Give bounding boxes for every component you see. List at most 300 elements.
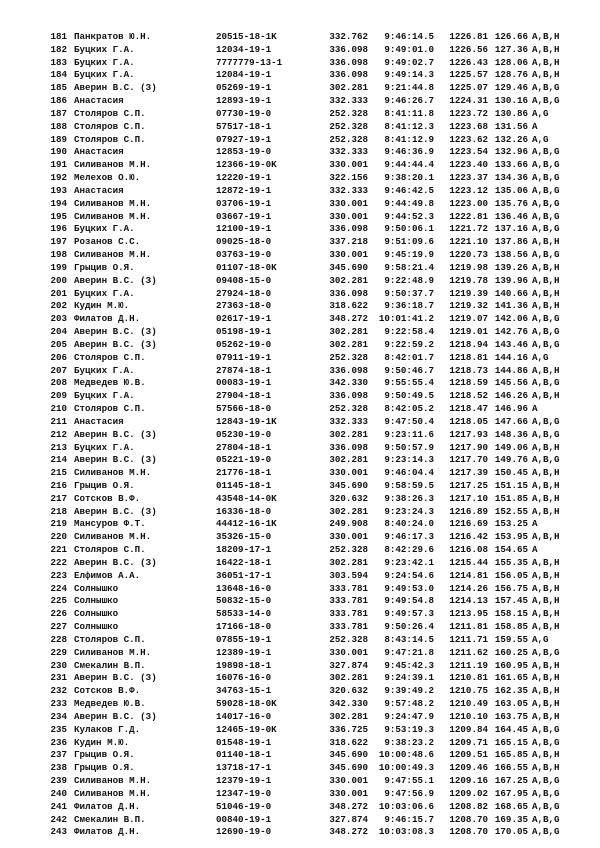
ring-id-cell: 14017-16-0 <box>216 710 272 722</box>
place-cell: 240 <box>50 787 67 799</box>
name-cell: Анастасия <box>74 184 124 196</box>
place-cell: 234 <box>50 710 67 722</box>
groups-cell: A,B,G <box>532 428 560 440</box>
points-cell: 162.35 <box>494 685 528 697</box>
points-cell: 139.96 <box>494 274 528 286</box>
place-cell: 203 <box>50 313 67 325</box>
place-cell: 204 <box>50 326 67 338</box>
speed-cell: 1218.47 <box>449 403 488 415</box>
table-row <box>50 288 580 301</box>
speed-cell: 1223.37 <box>449 172 488 184</box>
arrival-time-cell: 9:46:26.7 <box>384 95 434 107</box>
arrival-time-cell: 10:00:48.6 <box>378 749 434 761</box>
table-row <box>50 416 580 429</box>
points-cell: 144.86 <box>494 364 528 376</box>
arrival-time-cell: 9:38:20.1 <box>384 172 434 184</box>
points-cell: 146.96 <box>494 403 528 415</box>
table-row <box>50 608 580 621</box>
distance-cell: 332.333 <box>329 95 368 107</box>
table-row <box>50 454 580 467</box>
distance-cell: 252.328 <box>329 403 368 415</box>
points-cell: 160.95 <box>494 659 528 671</box>
arrival-time-cell: 9:36:18.7 <box>384 300 434 312</box>
speed-cell: 1218.05 <box>449 415 488 427</box>
speed-cell: 1216.08 <box>449 544 488 556</box>
points-cell: 126.66 <box>494 31 528 42</box>
name-cell: Грыцив О.Я. <box>74 762 135 774</box>
distance-cell: 337.218 <box>329 236 368 248</box>
points-cell: 128.76 <box>494 69 528 81</box>
groups-cell: A,B,H <box>532 672 560 684</box>
speed-cell: 1211.81 <box>449 621 488 633</box>
points-cell: 149.76 <box>494 454 528 466</box>
distance-cell: 336.098 <box>329 223 368 235</box>
speed-cell: 1218.73 <box>449 364 488 376</box>
table-row <box>50 390 580 403</box>
place-cell: 226 <box>50 608 67 620</box>
table-row <box>50 57 580 70</box>
distance-cell: 330.001 <box>329 467 368 479</box>
speed-cell: 1217.93 <box>449 428 488 440</box>
points-cell: 157.45 <box>494 595 528 607</box>
ring-id-cell: 01548-19-1 <box>216 736 272 748</box>
place-cell: 210 <box>50 403 67 415</box>
ring-id-cell: 07927-19-1 <box>216 133 272 145</box>
ring-id-cell: 03706-19-1 <box>216 197 272 209</box>
arrival-time-cell: 9:49:54.8 <box>384 595 434 607</box>
distance-cell: 249.908 <box>329 518 368 530</box>
points-cell: 163.05 <box>494 698 528 710</box>
distance-cell: 348.272 <box>329 313 368 325</box>
place-cell: 233 <box>50 698 67 710</box>
table-row <box>50 737 580 750</box>
ring-id-cell: 43548-14-0K <box>216 492 277 504</box>
groups-cell: A,B,H <box>532 274 560 286</box>
speed-cell: 1215.44 <box>449 556 488 568</box>
ring-id-cell: 12389-19-1 <box>216 646 272 658</box>
ring-id-cell: 12379-19-1 <box>216 775 272 787</box>
table-row <box>50 685 580 698</box>
place-cell: 231 <box>50 672 67 684</box>
points-cell: 165.85 <box>494 749 528 761</box>
table-row <box>50 429 580 442</box>
points-cell: 143.46 <box>494 338 528 350</box>
groups-cell: A,B,G <box>532 454 560 466</box>
points-cell: 148.36 <box>494 428 528 440</box>
name-cell: Аверин В.С. (З) <box>74 338 157 350</box>
arrival-time-cell: 10:03:08.3 <box>378 826 434 838</box>
points-cell: 170.05 <box>494 826 528 838</box>
groups-cell: A,G <box>532 351 549 363</box>
speed-cell: 1223.72 <box>449 107 488 119</box>
table-row <box>50 442 580 455</box>
place-cell: 211 <box>50 415 67 427</box>
speed-cell: 1217.10 <box>449 492 488 504</box>
name-cell: Аверин В.С. (З) <box>74 428 157 440</box>
name-cell: Грыцив О.Я. <box>74 749 135 761</box>
place-cell: 208 <box>50 377 67 389</box>
points-cell: 164.45 <box>494 723 528 735</box>
distance-cell: 345.690 <box>329 749 368 761</box>
speed-cell: 1211.71 <box>449 633 488 645</box>
arrival-time-cell: 9:53:19.3 <box>384 723 434 735</box>
place-cell: 189 <box>50 133 67 145</box>
arrival-time-cell: 9:46:17.3 <box>384 531 434 543</box>
distance-cell: 302.281 <box>329 428 368 440</box>
place-cell: 193 <box>50 184 67 196</box>
groups-cell: A,B,G <box>532 197 560 209</box>
table-row <box>50 249 580 262</box>
place-cell: 220 <box>50 531 67 543</box>
distance-cell: 252.328 <box>329 351 368 363</box>
ring-id-cell: 19898-18-1 <box>216 659 272 671</box>
speed-cell: 1209.71 <box>449 736 488 748</box>
table-row <box>50 518 580 531</box>
distance-cell: 336.098 <box>329 364 368 376</box>
groups-cell: A,B,H <box>532 710 560 722</box>
arrival-time-cell: 10:03:06.6 <box>378 800 434 812</box>
arrival-time-cell: 9:44:49.8 <box>384 197 434 209</box>
name-cell: Аверин В.С. (З) <box>74 672 157 684</box>
table-row <box>50 262 580 275</box>
place-cell: 187 <box>50 107 67 119</box>
groups-cell: A,B,H <box>532 467 560 479</box>
groups-cell: A,B,H <box>532 608 560 620</box>
speed-cell: 1224.31 <box>449 95 488 107</box>
ring-id-cell: 44412-16-1K <box>216 518 277 530</box>
speed-cell: 1223.12 <box>449 184 488 196</box>
table-row <box>50 31 580 44</box>
distance-cell: 342.330 <box>329 377 368 389</box>
place-cell: 224 <box>50 582 67 594</box>
table-row <box>50 801 580 814</box>
speed-cell: 1221.72 <box>449 223 488 235</box>
groups-cell: A,B,H <box>532 762 560 774</box>
place-cell: 228 <box>50 633 67 645</box>
points-cell: 165.15 <box>494 736 528 748</box>
name-cell: Солнышко <box>74 608 119 620</box>
groups-cell: A,B,H <box>532 43 560 55</box>
groups-cell: A,B,H <box>532 56 560 68</box>
groups-cell: A,B,G <box>532 95 560 107</box>
table-row <box>50 352 580 365</box>
groups-cell: A <box>532 403 538 415</box>
place-cell: 206 <box>50 351 67 363</box>
name-cell: Буцких Г.А. <box>74 441 135 453</box>
ring-id-cell: 7777779-13-1 <box>216 56 283 68</box>
speed-cell: 1209.51 <box>449 749 488 761</box>
table-row <box>50 365 580 378</box>
distance-cell: 302.281 <box>329 326 368 338</box>
distance-cell: 318.622 <box>329 300 368 312</box>
place-cell: 212 <box>50 428 67 440</box>
table-row <box>50 236 580 249</box>
arrival-time-cell: 9:47:21.8 <box>384 646 434 658</box>
arrival-time-cell: 9:50:46.7 <box>384 364 434 376</box>
speed-cell: 1214.26 <box>449 582 488 594</box>
name-cell: Солнышко <box>74 595 119 607</box>
ring-id-cell: 27874-18-1 <box>216 364 272 376</box>
arrival-time-cell: 9:21:44.8 <box>384 82 434 94</box>
arrival-time-cell: 9:50:26.4 <box>384 621 434 633</box>
groups-cell: A,B,G <box>532 159 560 171</box>
ring-id-cell: 21776-18-1 <box>216 467 272 479</box>
arrival-time-cell: 9:58:59.5 <box>384 479 434 491</box>
name-cell: Аверин В.С. (З) <box>74 556 157 568</box>
name-cell: Силиванов М.Н. <box>74 531 152 543</box>
groups-cell: A,B,H <box>532 492 560 504</box>
name-cell: Солнышко <box>74 582 119 594</box>
speed-cell: 1210.75 <box>449 685 488 697</box>
distance-cell: 345.690 <box>329 762 368 774</box>
distance-cell: 333.781 <box>329 595 368 607</box>
name-cell: Смекалин В.П. <box>74 813 146 825</box>
ring-id-cell: 05262-19-0 <box>216 338 272 350</box>
ring-id-cell: 17166-18-0 <box>216 621 272 633</box>
distance-cell: 330.001 <box>329 646 368 658</box>
points-cell: 131.56 <box>494 120 528 132</box>
place-cell: 222 <box>50 556 67 568</box>
arrival-time-cell: 9:45:19.9 <box>384 249 434 261</box>
groups-cell: A,B,H <box>532 31 560 42</box>
arrival-time-cell: 8:41:11.8 <box>384 107 434 119</box>
speed-cell: 1213.95 <box>449 608 488 620</box>
name-cell: Сотсков В.Ф. <box>74 685 141 697</box>
name-cell: Анастасия <box>74 146 124 158</box>
arrival-time-cell: 8:42:29.6 <box>384 544 434 556</box>
points-cell: 137.86 <box>494 236 528 248</box>
place-cell: 181 <box>50 31 67 42</box>
place-cell: 243 <box>50 826 67 838</box>
place-cell: 214 <box>50 454 67 466</box>
name-cell: Аверин В.С. (З) <box>74 454 157 466</box>
points-cell: 159.55 <box>494 633 528 645</box>
arrival-time-cell: 9:23:11.6 <box>384 428 434 440</box>
table-row <box>50 826 580 839</box>
ring-id-cell: 12084-19-1 <box>216 69 272 81</box>
ring-id-cell: 58533-14-0 <box>216 608 272 620</box>
arrival-time-cell: 10:00:49.3 <box>378 762 434 774</box>
name-cell: Филатов Д.Н. <box>74 826 141 838</box>
speed-cell: 1210.10 <box>449 710 488 722</box>
points-cell: 132.96 <box>494 146 528 158</box>
distance-cell: 318.622 <box>329 736 368 748</box>
table-row <box>50 698 580 711</box>
name-cell: Панкратов Ю.Н. <box>74 31 152 42</box>
distance-cell: 333.781 <box>329 621 368 633</box>
arrival-time-cell: 9:46:15.7 <box>384 813 434 825</box>
distance-cell: 336.098 <box>329 69 368 81</box>
distance-cell: 336.098 <box>329 441 368 453</box>
groups-cell: A,B,G <box>532 800 560 812</box>
points-cell: 133.66 <box>494 159 528 171</box>
ring-id-cell: 16076-16-0 <box>216 672 272 684</box>
place-cell: 227 <box>50 621 67 633</box>
table-row <box>50 69 580 82</box>
ring-id-cell: 51046-19-0 <box>216 800 272 812</box>
ring-id-cell: 01107-18-0K <box>216 261 277 273</box>
table-row <box>50 531 580 544</box>
groups-cell: A,B,H <box>532 531 560 543</box>
distance-cell: 348.272 <box>329 800 368 812</box>
ring-id-cell: 12872-19-1 <box>216 184 272 196</box>
ring-id-cell: 13718-17-1 <box>216 762 272 774</box>
place-cell: 215 <box>50 467 67 479</box>
place-cell: 235 <box>50 723 67 735</box>
place-cell: 218 <box>50 505 67 517</box>
groups-cell: A,B,H <box>532 441 560 453</box>
distance-cell: 333.781 <box>329 582 368 594</box>
distance-cell: 252.328 <box>329 633 368 645</box>
speed-cell: 1211.62 <box>449 646 488 658</box>
distance-cell: 302.281 <box>329 338 368 350</box>
distance-cell: 327.874 <box>329 813 368 825</box>
ring-id-cell: 01145-18-1 <box>216 479 272 491</box>
groups-cell: A,B,H <box>532 569 560 581</box>
ring-id-cell: 03763-19-0 <box>216 249 272 261</box>
name-cell: Сотсков В.Ф. <box>74 492 141 504</box>
groups-cell: A,B,G <box>532 813 560 825</box>
table-row <box>50 300 580 313</box>
place-cell: 207 <box>50 364 67 376</box>
ring-id-cell: 12100-19-1 <box>216 223 272 235</box>
speed-cell: 1223.68 <box>449 120 488 132</box>
arrival-time-cell: 9:39:49.2 <box>384 685 434 697</box>
points-cell: 140.66 <box>494 287 528 299</box>
groups-cell: A,B,H <box>532 479 560 491</box>
table-row <box>50 762 580 775</box>
arrival-time-cell: 9:50:57.9 <box>384 441 434 453</box>
speed-cell: 1226.43 <box>449 56 488 68</box>
speed-cell: 1214.81 <box>449 569 488 581</box>
points-cell: 155.35 <box>494 556 528 568</box>
speed-cell: 1208.82 <box>449 800 488 812</box>
speed-cell: 1222.81 <box>449 210 488 222</box>
speed-cell: 1226.56 <box>449 43 488 55</box>
groups-cell: A <box>532 120 538 132</box>
arrival-time-cell: 9:22:48.9 <box>384 274 434 286</box>
table-row <box>50 172 580 185</box>
table-row <box>50 724 580 737</box>
distance-cell: 330.001 <box>329 775 368 787</box>
table-row <box>50 634 580 647</box>
arrival-time-cell: 9:45:42.3 <box>384 659 434 671</box>
ring-id-cell: 12366-19-0K <box>216 159 277 171</box>
distance-cell: 332.333 <box>329 184 368 196</box>
ring-id-cell: 16422-18-1 <box>216 556 272 568</box>
groups-cell: A,B,H <box>532 621 560 633</box>
place-cell: 186 <box>50 95 67 107</box>
ring-id-cell: 00840-19-1 <box>216 813 272 825</box>
groups-cell: A,B,G <box>532 736 560 748</box>
speed-cell: 1225.57 <box>449 69 488 81</box>
name-cell: Кулаков Г.Д. <box>74 723 141 735</box>
arrival-time-cell: 9:46:36.9 <box>384 146 434 158</box>
distance-cell: 302.281 <box>329 672 368 684</box>
place-cell: 242 <box>50 813 67 825</box>
distance-cell: 302.281 <box>329 505 368 517</box>
speed-cell: 1226.81 <box>449 31 488 42</box>
distance-cell: 348.272 <box>329 826 368 838</box>
distance-cell: 303.594 <box>329 569 368 581</box>
distance-cell: 252.328 <box>329 544 368 556</box>
speed-cell: 1218.81 <box>449 351 488 363</box>
groups-cell: A,B,G <box>532 172 560 184</box>
place-cell: 223 <box>50 569 67 581</box>
arrival-time-cell: 9:49:57.3 <box>384 608 434 620</box>
ring-id-cell: 12347-19-0 <box>216 787 272 799</box>
table-row <box>50 788 580 801</box>
arrival-time-cell: 9:23:14.3 <box>384 454 434 466</box>
place-cell: 196 <box>50 223 67 235</box>
place-cell: 188 <box>50 120 67 132</box>
arrival-time-cell: 10:01:41.2 <box>378 313 434 325</box>
name-cell: Мелехов О.Ю. <box>74 172 141 184</box>
points-cell: 153.95 <box>494 531 528 543</box>
place-cell: 239 <box>50 775 67 787</box>
points-cell: 145.56 <box>494 377 528 389</box>
groups-cell: A,B,H <box>532 236 560 248</box>
table-row <box>50 595 580 608</box>
ring-id-cell: 59028-18-0K <box>216 698 277 710</box>
groups-cell: A,B,G <box>532 775 560 787</box>
groups-cell: A,B,H <box>532 300 560 312</box>
speed-cell: 1223.40 <box>449 159 488 171</box>
place-cell: 190 <box>50 146 67 158</box>
name-cell: Столяров С.П. <box>74 403 146 415</box>
place-cell: 198 <box>50 249 67 261</box>
name-cell: Буцких Г.А. <box>74 43 135 55</box>
speed-cell: 1210.49 <box>449 698 488 710</box>
place-cell: 219 <box>50 518 67 530</box>
groups-cell: A,B,H <box>532 287 560 299</box>
groups-cell: A,B,G <box>532 249 560 261</box>
groups-cell: A <box>532 518 538 530</box>
table-row <box>50 108 580 121</box>
name-cell: Буцких Г.А. <box>74 390 135 402</box>
arrival-time-cell: 9:38:26.3 <box>384 492 434 504</box>
arrival-time-cell: 9:22:59.2 <box>384 338 434 350</box>
groups-cell: A,B,G <box>532 415 560 427</box>
distance-cell: 332.762 <box>329 31 368 42</box>
points-cell: 139.26 <box>494 261 528 273</box>
speed-cell: 1216.69 <box>449 518 488 530</box>
arrival-time-cell: 9:38:23.2 <box>384 736 434 748</box>
name-cell: Медведев Ю.В. <box>74 377 146 389</box>
name-cell: Буцких Г.А. <box>74 69 135 81</box>
arrival-time-cell: 9:23:42.1 <box>384 556 434 568</box>
ring-id-cell: 50832-15-0 <box>216 595 272 607</box>
name-cell: Розанов С.С. <box>74 236 141 248</box>
name-cell: Буцких Г.А. <box>74 364 135 376</box>
groups-cell: A,G <box>532 633 549 645</box>
table-row <box>50 198 580 211</box>
distance-cell: 302.281 <box>329 274 368 286</box>
points-cell: 151.85 <box>494 492 528 504</box>
place-cell: 225 <box>50 595 67 607</box>
groups-cell: A,B,H <box>532 659 560 671</box>
ring-id-cell: 34763-15-1 <box>216 685 272 697</box>
speed-cell: 1216.89 <box>449 505 488 517</box>
place-cell: 205 <box>50 338 67 350</box>
arrival-time-cell: 9:24:39.1 <box>384 672 434 684</box>
points-cell: 158.15 <box>494 608 528 620</box>
arrival-time-cell: 8:43:14.5 <box>384 633 434 645</box>
name-cell: Солнышко <box>74 621 119 633</box>
distance-cell: 322.156 <box>329 172 368 184</box>
points-cell: 149.06 <box>494 441 528 453</box>
points-cell: 129.46 <box>494 82 528 94</box>
